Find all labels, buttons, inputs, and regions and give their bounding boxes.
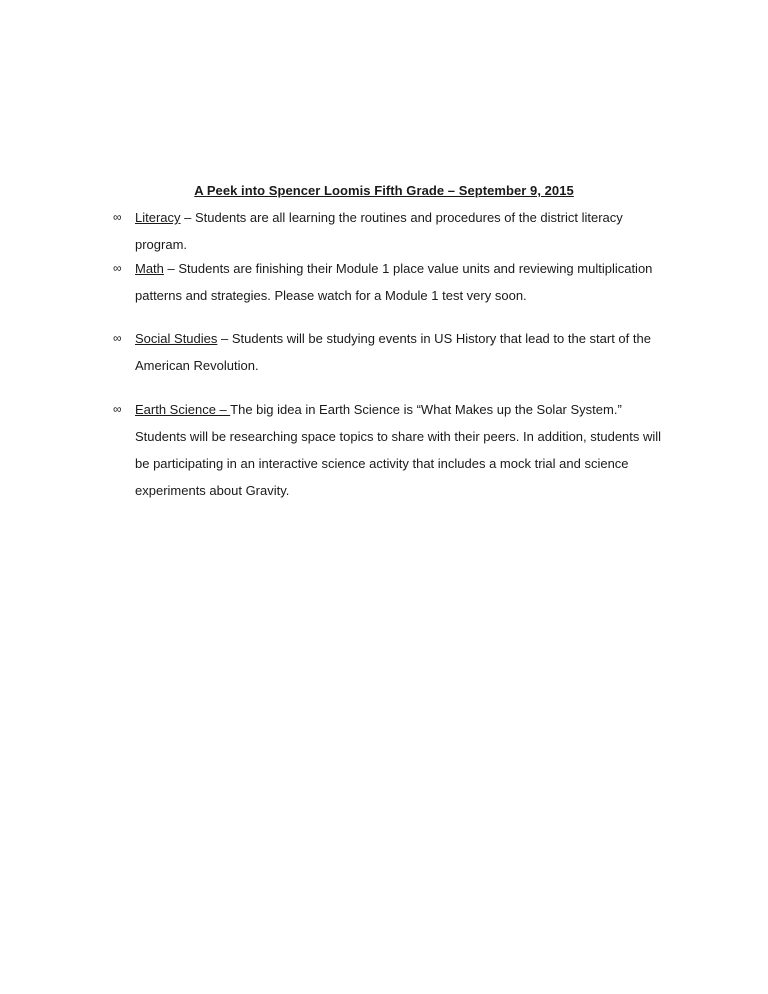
subject-label: Social Studies (135, 331, 218, 346)
infinity-bullet-icon: ∞ (113, 331, 122, 345)
list-item-literacy (113, 204, 673, 258)
item-description: – Students are finishing their Module 1 place value units and reviewing multiplication patterns and strategies. Please watch for a Module 1 test very soon. (135, 261, 653, 303)
page-title: A Peek into Spencer Loomis Fifth Grade – September 9, 2015 (194, 183, 574, 198)
subject-label: Literacy (135, 210, 181, 225)
list-item-social-studies (113, 325, 673, 379)
item-description: The big idea in Earth Science is “What Makes up the Solar System.” Students will be researching space topics to share with their peers. In addition, students will be participating in an interactive science activity that includes a mock trial and science experiments about Gravity. (135, 402, 662, 498)
infinity-bullet-icon: ∞ (113, 210, 122, 224)
list-item-text (135, 325, 673, 379)
list-item-math (113, 255, 673, 309)
item-description: – Students will be studying events in US History that lead to the start of the American Revolution. (135, 331, 651, 373)
list-item-text (135, 396, 673, 504)
subject-label: Math (135, 261, 164, 276)
list-item-text (135, 255, 673, 309)
list-item-earth-science (113, 396, 673, 504)
item-description: – Students are all learning the routines and procedures of the district literacy program. (135, 210, 623, 252)
list-item-text (135, 204, 673, 258)
subject-label: Earth Science – (135, 402, 231, 417)
infinity-bullet-icon: ∞ (113, 261, 122, 275)
infinity-bullet-icon: ∞ (113, 402, 122, 416)
